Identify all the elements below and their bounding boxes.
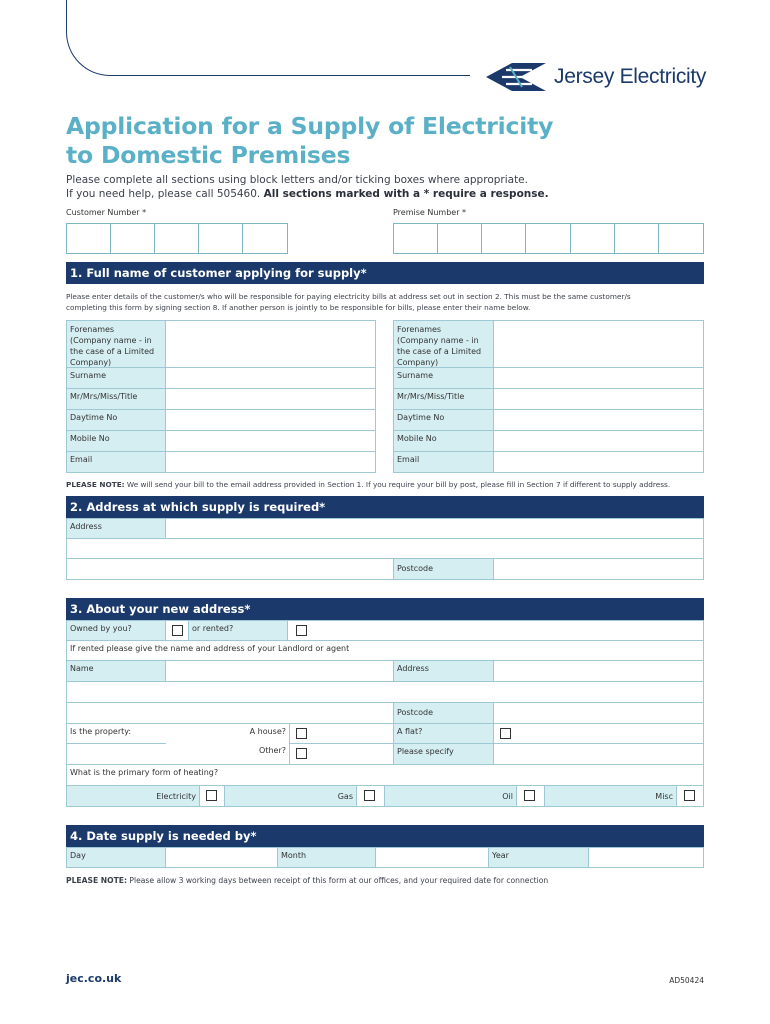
title-field-1[interactable]	[165, 388, 376, 410]
surname-label-2: Surname	[393, 367, 494, 389]
section-1-desc-line-2: completing this form by signing section 8. If another person is jointly to be responsible for bills, please enter their name below.	[66, 302, 531, 312]
heating-electricity-label: Electricity	[66, 785, 200, 807]
intro-text	[66, 173, 549, 201]
section-4-heading: 4. Date supply is needed by*	[66, 825, 704, 847]
mobile-label-1: Mobile No	[66, 430, 166, 452]
day-field[interactable]	[165, 847, 278, 868]
specify-label: Please specify	[393, 743, 494, 765]
supply-address-label: Address	[66, 518, 166, 539]
section-1-desc-line-1: Please enter details of the customer/s who will be responsible for paying electricity bills at address set out in section 2. This must be the same customer/s	[66, 292, 631, 301]
landlord-address-field[interactable]	[493, 660, 704, 682]
heating-oil-cell	[516, 785, 545, 807]
landlord-address-field-2[interactable]	[66, 681, 704, 703]
section-3-heading: 3. About your new address*	[66, 598, 704, 620]
supply-postcode-label: Postcode	[393, 558, 494, 580]
mobile-field-2[interactable]	[493, 430, 704, 452]
heating-electricity-cell	[199, 785, 225, 807]
note-label: PLEASE NOTE:	[66, 876, 127, 885]
surname-field-1[interactable]	[165, 367, 376, 389]
heating-oil-checkbox[interactable]	[524, 790, 535, 801]
premise-number-boxes[interactable]	[393, 223, 704, 254]
year-label: Year	[488, 847, 589, 868]
surname-field-2[interactable]	[493, 367, 704, 389]
heating-question: What is the primary form of heating?	[66, 764, 704, 786]
property-label: Is the property:	[66, 723, 290, 744]
page-title	[66, 112, 553, 170]
owned-cell	[165, 620, 189, 641]
other-label: Other?	[166, 743, 290, 765]
section-1-description	[66, 292, 631, 313]
section-1-note	[66, 480, 670, 491]
brand-logo	[484, 58, 706, 96]
email-field-1[interactable]	[165, 451, 376, 473]
forenames-field-2[interactable]	[493, 320, 704, 368]
supply-address-field-2[interactable]	[66, 538, 704, 559]
daytime-label-1: Daytime No	[66, 409, 166, 431]
supply-address-field-3[interactable]	[66, 558, 394, 580]
intro-line-1: Please complete all sections using block letters and/or ticking boxes where appropriate.	[66, 174, 528, 186]
rented-cell	[287, 620, 704, 641]
daytime-field-2[interactable]	[493, 409, 704, 431]
mobile-field-1[interactable]	[165, 430, 376, 452]
premise-number-digit[interactable]	[438, 224, 482, 253]
title-label-1: Mr/Mrs/Miss/Title	[66, 388, 166, 410]
title-field-2[interactable]	[493, 388, 704, 410]
customer-number-label: Customer Number *	[66, 208, 147, 217]
premise-number-digit[interactable]	[394, 224, 438, 253]
forenames-label-line: (Company name - in	[397, 336, 479, 345]
forenames-label-2	[393, 320, 494, 368]
title-line-2: to Domestic Premises	[66, 141, 351, 169]
landlord-postcode-field[interactable]	[493, 702, 704, 724]
website-link[interactable]: jec.co.uk	[66, 972, 122, 985]
flat-checkbox[interactable]	[500, 728, 511, 739]
landlord-name-label: Name	[66, 660, 166, 682]
other-checkbox[interactable]	[296, 748, 307, 759]
mobile-label-2: Mobile No	[393, 430, 494, 452]
forenames-label-line: the case of a Limited	[70, 347, 155, 356]
owned-label: Owned by you?	[66, 620, 166, 641]
daytime-field-1[interactable]	[165, 409, 376, 431]
premise-number-digit[interactable]	[615, 224, 659, 253]
landlord-address-label: Address	[393, 660, 494, 682]
section-4-note	[66, 876, 548, 887]
premise-number-label: Premise Number *	[393, 208, 467, 217]
month-field[interactable]	[375, 847, 489, 868]
customer-number-boxes[interactable]	[66, 223, 288, 254]
rented-checkbox[interactable]	[296, 625, 307, 636]
title-line-1: Application for a Supply of Electricity	[66, 112, 554, 140]
flat-cell	[493, 723, 704, 744]
house-checkbox[interactable]	[296, 728, 307, 739]
landlord-prompt: If rented please give the name and address of your Landlord or agent	[66, 640, 704, 661]
forenames-label-line: the case of a Limited	[397, 347, 482, 356]
forenames-label-line: (Company name - in	[70, 336, 152, 345]
jersey-electricity-logo-icon	[484, 61, 548, 93]
customer-number-digit[interactable]	[199, 224, 243, 253]
flat-label: A flat?	[393, 723, 494, 744]
intro-help: If you need help, please call 505460.	[66, 188, 264, 200]
forenames-label-line: Company)	[397, 358, 439, 367]
header-decoration	[66, 0, 470, 76]
supply-address-field-1[interactable]	[165, 518, 704, 539]
other-cell	[289, 743, 394, 765]
email-field-2[interactable]	[493, 451, 704, 473]
specify-field[interactable]	[493, 743, 704, 765]
surname-label-1: Surname	[66, 367, 166, 389]
year-field[interactable]	[588, 847, 704, 868]
forenames-field-1[interactable]	[165, 320, 376, 368]
customer-number-digit[interactable]	[67, 224, 111, 253]
customer-number-digit[interactable]	[111, 224, 155, 253]
customer-number-digit[interactable]	[243, 224, 287, 253]
premise-number-digit[interactable]	[482, 224, 526, 253]
premise-number-digit[interactable]	[659, 224, 703, 253]
note-text: We will send your bill to the email address provided in Section 1. If you require your bill by post, please fill in Section 7 if different to supply address.	[124, 480, 671, 489]
heating-misc-checkbox[interactable]	[684, 790, 695, 801]
house-cell	[289, 723, 394, 744]
email-label-1: Email	[66, 451, 166, 473]
heating-oil-label: Oil	[384, 785, 517, 807]
form-code: AD50424	[669, 976, 704, 985]
heating-gas-checkbox[interactable]	[364, 790, 375, 801]
heating-gas-label: Gas	[224, 785, 357, 807]
intro-required: All sections marked with a * require a response.	[263, 188, 549, 200]
note-text: Please allow 3 working days between receipt of this form at our offices, and your required date for connection	[126, 876, 549, 885]
title-label-2: Mr/Mrs/Miss/Title	[393, 388, 494, 410]
section-1-heading: 1. Full name of customer applying for supply*	[66, 262, 704, 284]
heating-electricity-checkbox[interactable]	[206, 790, 217, 801]
house-label: A house?	[166, 723, 290, 744]
rented-label: or rented?	[188, 620, 288, 641]
premise-number-digit[interactable]	[526, 224, 570, 253]
landlord-postcode-label: Postcode	[393, 702, 494, 724]
note-label: PLEASE NOTE:	[66, 480, 125, 489]
owned-checkbox[interactable]	[172, 625, 183, 636]
email-label-2: Email	[393, 451, 494, 473]
day-label: Day	[66, 847, 166, 868]
supply-postcode-field[interactable]	[493, 558, 704, 580]
month-label: Month	[277, 847, 376, 868]
section-2-heading: 2. Address at which supply is required*	[66, 496, 704, 518]
heating-misc-label: Misc	[544, 785, 677, 807]
brand-name: Jersey Electricity	[554, 65, 707, 88]
forenames-label-line: Forenames	[70, 325, 115, 334]
forenames-label-line: Company)	[70, 358, 112, 367]
premise-number-digit[interactable]	[571, 224, 615, 253]
forenames-label-line: Forenames	[397, 325, 442, 334]
landlord-name-field[interactable]	[165, 660, 394, 682]
heating-misc-cell	[676, 785, 704, 807]
daytime-label-2: Daytime No	[393, 409, 494, 431]
customer-number-digit[interactable]	[155, 224, 199, 253]
heating-gas-cell	[356, 785, 385, 807]
landlord-address-field-3[interactable]	[66, 702, 394, 724]
forenames-label	[66, 320, 166, 368]
